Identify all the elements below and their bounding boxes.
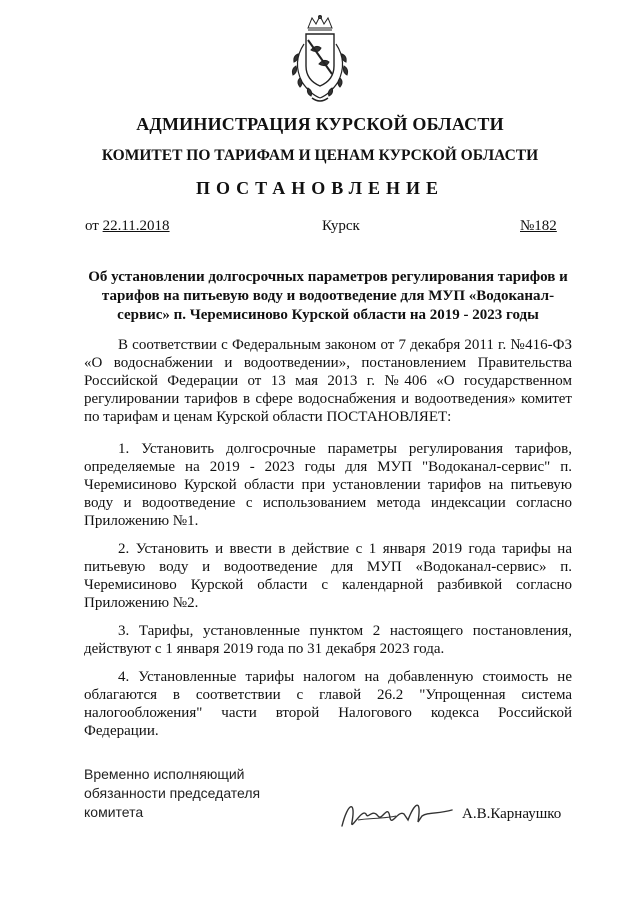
position-line-1: Временно исполняющий xyxy=(84,766,245,782)
signatory-position xyxy=(84,765,260,822)
date-prefix: от xyxy=(85,218,103,234)
coat-of-arms-icon xyxy=(284,14,356,106)
document-subject: Об установлении долгосрочных параметров регулирования тарифов и тарифов на питьевую воду и водоотведение для МУП «Водоканал-сервис» п. Черемисиново Курской области на 2019 - 2023 годы xyxy=(88,269,568,323)
org-title: АДМИНИСТРАЦИЯ КУРСКОЙ ОБЛАСТИ xyxy=(136,114,504,134)
body-item-3: 3. Тарифы, установленные пунктом 2 настоящего постановления, действуют с 1 января 2019 года по 31 декабря 2023 года. xyxy=(84,623,572,657)
position-line-3: комитета xyxy=(84,804,144,820)
document-body xyxy=(84,336,572,750)
handwritten-signature-icon xyxy=(338,792,456,834)
document-date xyxy=(85,218,170,235)
signatory-name: А.В.Карнаушко xyxy=(462,806,562,822)
body-item-4: 4. Установленные тарифы налогом на добавленную стоимость не облагаются в соответствии с главой 26.2 "Упрощенная система налогообложения" части второй Налогового кодекса Российской Федерации. xyxy=(84,669,572,739)
position-line-2: обязанности председателя xyxy=(84,785,261,801)
date-value: 22.11.2018 xyxy=(102,218,170,234)
document-type: ПОСТАНОВЛЕНИЕ xyxy=(195,178,445,198)
body-item-2: 2. Установить и ввести в действие с 1 января 2019 года тарифы на питьевую воду и водоотведение для МУП «Водоканал-сервис» п. Черемисиново Курской области с календарной разбивкой согласно Приложению №2. xyxy=(84,541,572,611)
committee-title: КОМИТЕТ ПО ТАРИФАМ И ЦЕНАМ КУРСКОЙ ОБЛАСТИ xyxy=(101,147,539,164)
document-city: Курск xyxy=(322,218,360,234)
number-value: №182 xyxy=(520,218,557,234)
preamble-paragraph: В соответствии с Федеральным законом от 7 декабря 2011 г. №416-ФЗ «О водоснабжении и водоотведении», постановлением Правительства Российской Федерации от 13 мая 2013 г. №406 «О государственном регулировании тарифов в сфере водоснабжения и водоотведения» комитет по тарифам и ценам Курской области ПОСТАНОВЛЯЕТ: xyxy=(84,337,572,425)
document-number xyxy=(520,218,557,235)
body-item-1: 1. Установить долгосрочные параметры регулирования тарифов, определяемые на 2019 - 2023 годы для МУП "Водоканал-сервис" п. Черемисиново Курской области при установлении тарифов на питьевую воду и водоотведение с использованием метода индексации согласно Приложению №1. xyxy=(84,441,572,529)
